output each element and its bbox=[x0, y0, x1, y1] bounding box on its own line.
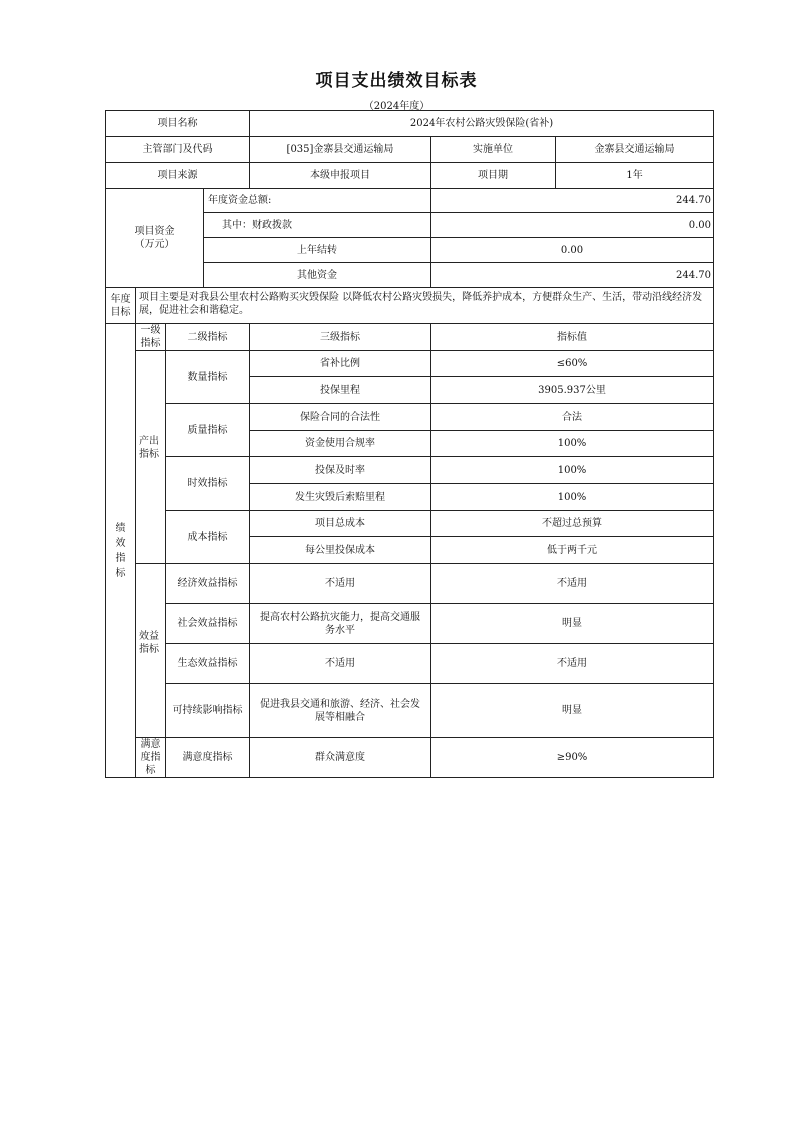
indicator-value: 不超过总预算 bbox=[431, 511, 714, 537]
annual-goal-label bbox=[106, 288, 136, 324]
indicator-name: 群众满意度 bbox=[250, 738, 431, 778]
satisfaction-label-line2: 度指 bbox=[140, 752, 161, 763]
indicator-name: 项目总成本 bbox=[250, 511, 431, 537]
indicator-name bbox=[250, 604, 431, 644]
fiscal-allocation-label: 其中：财政拨款 bbox=[204, 213, 431, 238]
perf-label-char: 绩 bbox=[115, 522, 126, 534]
project-name-value: 2024年农村公路灾毁保险(省补) bbox=[250, 111, 714, 137]
carry-over-label: 上年结转 bbox=[204, 238, 431, 263]
indicator-name bbox=[250, 684, 431, 738]
other-funds-label: 其他资金 bbox=[204, 263, 431, 288]
output-indicators-label bbox=[136, 351, 166, 564]
indicator-value: 低于两千元 bbox=[431, 537, 714, 564]
output-label-line1: 产出 bbox=[139, 436, 159, 447]
indicator-name: 投保及时率 bbox=[250, 457, 431, 484]
project-source-label: 项目来源 bbox=[106, 163, 250, 189]
page-title: 项目支出绩效目标表 bbox=[315, 71, 478, 91]
indicator-name: 每公里投保成本 bbox=[250, 537, 431, 564]
level3-header: 三级指标 bbox=[250, 324, 431, 351]
benefit-label-line1: 效益 bbox=[139, 631, 159, 642]
department-value: [035]金寨县交通运输局 bbox=[250, 137, 431, 163]
indicator-value: 合法 bbox=[431, 404, 714, 431]
indicator-value: ≥90% bbox=[431, 738, 714, 778]
quality-indicator-label: 质量指标 bbox=[166, 404, 250, 457]
indicator-name: 省补比例 bbox=[250, 351, 431, 377]
quantity-indicator-label: 数量指标 bbox=[166, 351, 250, 404]
annual-total-label: 年度资金总额: bbox=[204, 189, 431, 213]
project-funds-label bbox=[106, 189, 204, 288]
project-funds-label-line1: 项目资金 bbox=[134, 226, 175, 237]
perf-label-char: 标 bbox=[115, 567, 126, 579]
carry-over-value: 0.00 bbox=[431, 238, 714, 263]
fiscal-year: （2024年度） bbox=[363, 101, 430, 112]
performance-indicators-label bbox=[106, 324, 136, 778]
indicator-name: 不适用 bbox=[250, 644, 431, 684]
social-benefit-label: 社会效益指标 bbox=[166, 604, 250, 644]
implementing-unit-value: 金寨县交通运输局 bbox=[556, 137, 714, 163]
indicator-name: 不适用 bbox=[250, 564, 431, 604]
satisfaction-indicator-label: 满意度指标 bbox=[166, 738, 250, 778]
annual-goal-label-line1: 年度 bbox=[110, 293, 131, 305]
annual-total-value: 244.70 bbox=[431, 189, 714, 213]
indicator-value: 100% bbox=[431, 431, 714, 457]
benefit-label-line2: 指标 bbox=[139, 644, 159, 655]
indicator-name-line1: 促进我县交通和旅游、经济、社会发 bbox=[260, 698, 420, 710]
indicator-value: 100% bbox=[431, 457, 714, 484]
indicator-name: 发生灾毁后索赔里程 bbox=[250, 484, 431, 511]
indicator-name-line2: 务水平 bbox=[325, 624, 355, 636]
indicator-name-line1: 提高农村公路抗灾能力，提高交通服 bbox=[260, 611, 420, 623]
cost-indicator-label: 成本指标 bbox=[166, 511, 250, 564]
sustainable-impact-label: 可持续影响指标 bbox=[166, 684, 250, 738]
ecological-benefit-label: 生态效益指标 bbox=[166, 644, 250, 684]
indicator-value: 不适用 bbox=[431, 564, 714, 604]
satisfaction-indicators-label bbox=[136, 738, 166, 778]
indicator-name-line2: 展等相融合 bbox=[315, 711, 365, 723]
satisfaction-label-line3: 标 bbox=[145, 765, 156, 776]
indicator-value: 不适用 bbox=[431, 644, 714, 684]
performance-target-table bbox=[105, 110, 714, 778]
project-funds-label-line2: （万元） bbox=[134, 239, 175, 250]
indicator-value: 明显 bbox=[431, 604, 714, 644]
indicator-value: 3905.937公里 bbox=[431, 377, 714, 404]
department-label: 主管部门及代码 bbox=[106, 137, 250, 163]
annual-goal-label-line2: 目标 bbox=[110, 306, 131, 318]
output-label-line2: 指标 bbox=[139, 449, 159, 460]
perf-label-char: 指 bbox=[115, 552, 126, 564]
satisfaction-label-line1: 满意 bbox=[140, 739, 161, 750]
timeliness-indicator-label: 时效指标 bbox=[166, 457, 250, 511]
level1-header-line2: 指标 bbox=[140, 338, 161, 349]
indicator-value: 明显 bbox=[431, 684, 714, 738]
implementing-unit-label: 实施单位 bbox=[431, 137, 556, 163]
fiscal-allocation-value: 0.00 bbox=[431, 213, 714, 238]
other-funds-value: 244.70 bbox=[431, 263, 714, 288]
project-source-value: 本级申报项目 bbox=[250, 163, 431, 189]
indicator-name: 资金使用合规率 bbox=[250, 431, 431, 457]
perf-label-char: 效 bbox=[115, 537, 126, 549]
indicator-value: ≤60% bbox=[431, 351, 714, 377]
benefit-indicators-label bbox=[136, 564, 166, 738]
project-period-value: 1年 bbox=[556, 163, 714, 189]
level1-header bbox=[136, 324, 166, 351]
level1-header-line1: 一级 bbox=[140, 325, 161, 336]
economic-benefit-label: 经济效益指标 bbox=[166, 564, 250, 604]
indicator-name: 保险合同的合法性 bbox=[250, 404, 431, 431]
annual-goal-text: 项目主要是对我县公里农村公路购买灾毁保险 以降低农村公路灾毁损失，降低养护成本，方便群众生产、生活，带动沿线经济发展，促进社会和谐稳定。 bbox=[136, 288, 714, 324]
indicator-value-header: 指标值 bbox=[431, 324, 714, 351]
project-period-label: 项目期 bbox=[431, 163, 556, 189]
indicator-name: 投保里程 bbox=[250, 377, 431, 404]
project-name-label: 项目名称 bbox=[106, 111, 250, 137]
level2-header: 二级指标 bbox=[166, 324, 250, 351]
indicator-value: 100% bbox=[431, 484, 714, 511]
